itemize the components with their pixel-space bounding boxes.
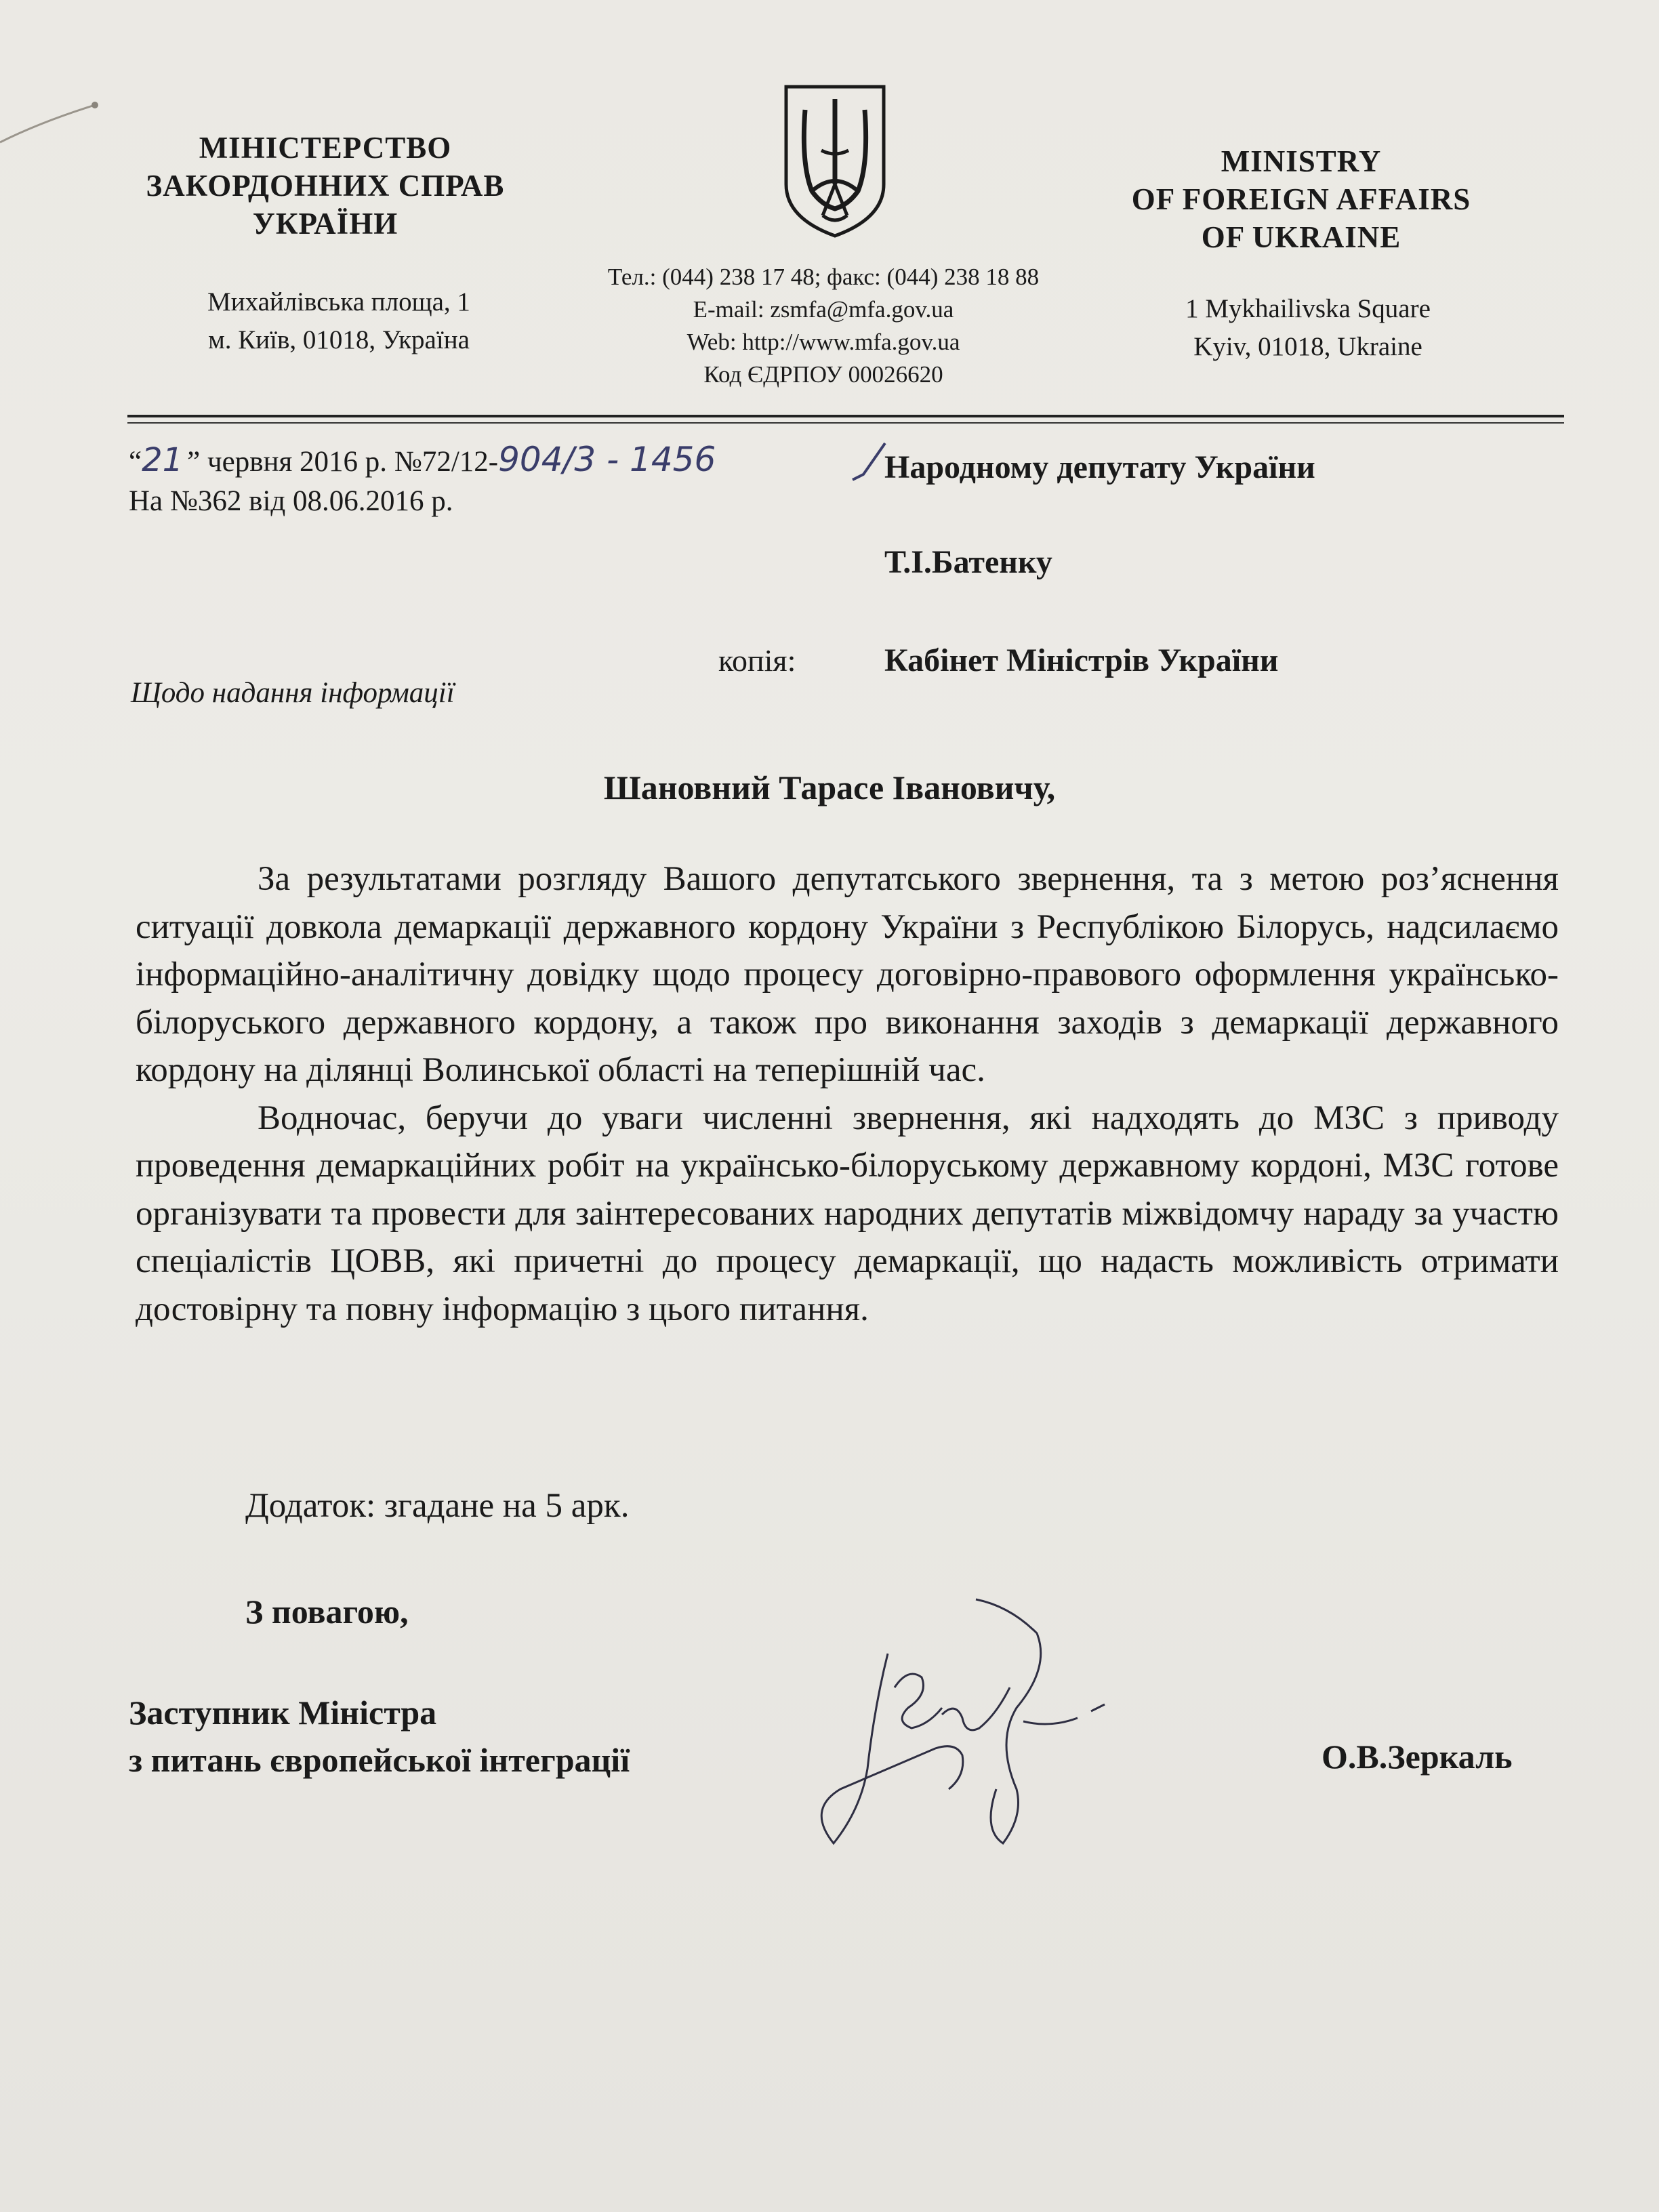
address-ua-line2: м. Київ, 01018, Україна — [208, 325, 470, 354]
coat-of-arms-icon — [781, 83, 889, 239]
letter-subject: Щодо надання інформації — [131, 677, 455, 709]
address-en-line2: Kyiv, 01018, Ukraine — [1193, 332, 1422, 361]
handwritten-signature — [793, 1586, 1172, 1857]
ministry-ua-line1: МІНІСТЕРСТВО — [199, 131, 452, 165]
copy-label: копія: — [718, 643, 796, 678]
ministry-en-line2: OF FOREIGN AFFAIRS — [1131, 182, 1471, 216]
copy-recipient: Кабінет Міністрів України — [884, 642, 1279, 678]
body-paragraph-1: За результатами розгляду Вашого депутатського звернення, та з метою роз’яснення ситуації довкола демаркації державного кордону України з Республікою Білорусь, надсилаємо інформаційно-аналітичну довідку щодо процесу договірно-правового оформлення українсько-білоруського державного кордону, а також про виконання заходів з демаркації державного кордону на ділянці Волинської області на теперішній час. — [136, 860, 1559, 1089]
handwritten-day: 21 — [142, 441, 184, 479]
reference-line: На №362 від 08.06.2016 р. — [129, 485, 453, 517]
contact-web: Web: http://www.mfa.gov.ua — [687, 329, 960, 355]
contact-phone: Тел.: (044) 238 17 48; факс: (044) 238 18 88 — [607, 264, 1040, 290]
addressee-name: Т.І.Батенку — [884, 544, 1052, 580]
header-divider-thin — [127, 422, 1564, 424]
body-paragraph-2: Водночас, беручи до уваги численні звернення, які надходять до МЗС з приводу проведення демаркаційних робіт на українсько-білоруському державному кордоні, МЗС готове організувати та провести для заінтересованих народних депутатів міжвідомчу нараду за участю спеціалістів ЦОВВ, які причетні до процесу демаркації, що надасть можливість отримати достовірну та повну інформацію з цього питання. — [136, 1099, 1559, 1328]
contact-email: E-mail: zsmfa@mfa.gov.ua — [693, 296, 954, 323]
signer-title-line2: з питань європейської інтеграції — [129, 1741, 630, 1779]
ministry-ua-line2: ЗАКОРДОННИХ СПРАВ — [146, 169, 505, 203]
checkmark-icon — [848, 439, 889, 487]
signer-title — [129, 1689, 630, 1784]
ministry-name-en — [1078, 142, 1525, 256]
signer-name: О.В.Зеркаль — [1322, 1738, 1513, 1776]
address-ua-line1: Михайлівська площа, 1 — [207, 287, 470, 316]
ministry-ua-line3: УКРАЇНИ — [252, 207, 398, 241]
letter-body — [136, 855, 1559, 1333]
attachment-note: Додаток: згадане на 5 арк. — [245, 1487, 630, 1525]
closing: З повагою, — [245, 1593, 409, 1631]
address-en-line1: 1 Mykhailivska Square — [1185, 294, 1431, 323]
ministry-en-line3: OF UKRAINE — [1201, 220, 1401, 254]
contact-code: Код ЄДРПОУ 00026620 — [703, 361, 943, 388]
date-text: ” червня 2016 р. №72/12- — [187, 446, 499, 478]
signer-title-line1: Заступник Міністра — [129, 1694, 437, 1732]
staple-mark — [0, 95, 102, 149]
ministry-address-ua — [149, 283, 529, 359]
handwritten-number: 904/3 - 1456 — [498, 440, 716, 479]
ministry-address-en — [1118, 290, 1498, 366]
document-date-number: “21 ” червня 2016 р. №72/12-904/3 - 1456 — [129, 440, 716, 479]
ministry-contacts — [535, 261, 1111, 391]
header-divider — [127, 415, 1564, 417]
ministry-name-ua — [102, 129, 549, 243]
salutation: Шановний Тарасе Івановичу, — [603, 769, 1056, 806]
addressee-title: Народному депутату України — [884, 449, 1315, 485]
ministry-en-line1: MINISTRY — [1221, 144, 1382, 178]
